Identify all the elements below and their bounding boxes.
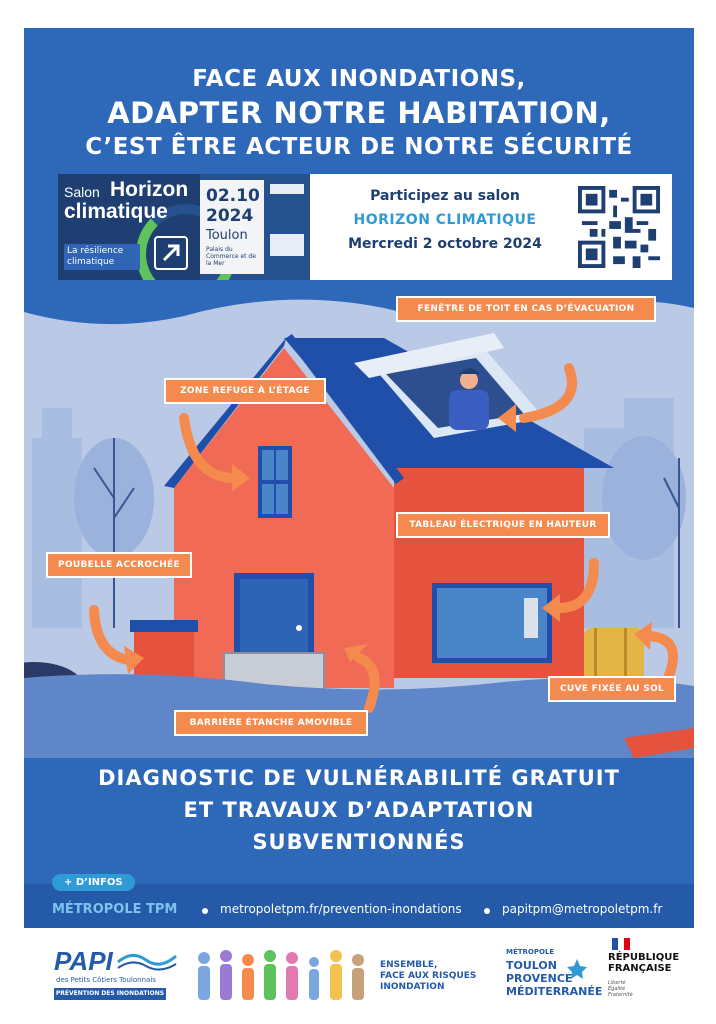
salon-date-year: 2024	[206, 206, 254, 226]
salon-tagline: La résilience climatique	[64, 244, 140, 270]
bullet-icon	[484, 908, 490, 914]
invite-line-2: HORIZON CLIMATIQUE	[353, 212, 537, 228]
marianne-flag-icon	[612, 938, 630, 950]
diagnostic-line-2: ET TRAVAUX D’ADAPTATION	[183, 798, 535, 822]
invite-line-1: Participez au salon	[370, 188, 520, 204]
more-info-badge: + D’INFOS	[52, 874, 135, 891]
website-link[interactable]: metropoletpm.fr/prevention-inondations	[220, 902, 462, 916]
label-electrical-panel: TABLEAU ÉLECTRIQUE EN HAUTEUR	[396, 512, 610, 538]
star-icon	[566, 958, 588, 980]
ensemble-slogan: ENSEMBLE, FACE AUX RISQUES INONDATION	[380, 960, 477, 992]
republique-francaise-logo: RÉPUBLIQUE FRANÇAISE	[608, 952, 680, 974]
title-line-3: C’EST ÊTRE ACTEUR DE NOTRE SÉCURITÉ	[85, 134, 633, 160]
poster	[24, 28, 694, 928]
diagnostic-line-1: DIAGNOSTIC DE VULNÉRABILITÉ GRATUIT	[98, 766, 620, 790]
info-bar	[24, 877, 694, 928]
people-silhouettes-icon	[190, 942, 376, 1008]
salon-visual	[58, 174, 310, 280]
wave-icon	[116, 948, 178, 974]
horizon-word: Horizon	[110, 178, 189, 201]
papi-tagline: PRÉVENTION DES INONDATIONS	[54, 988, 166, 1000]
label-roof-window: FENÊTRE DE TOIT EN CAS D’ÉVACUATION	[396, 296, 656, 322]
salon-date-day: 02.10	[206, 186, 260, 206]
republique-motto: Liberté Égalité Fraternité	[608, 980, 633, 998]
climatique-word: climatique	[64, 200, 168, 223]
papi-logo: PAPI	[54, 946, 113, 976]
diagnostic-line-3: SUBVENTIONNÉS	[252, 830, 466, 854]
papi-subtitle: des Petits Côtiers Toulonnais	[56, 976, 156, 984]
footer-logos	[0, 930, 716, 1024]
email-link[interactable]: papitpm@metropoletpm.fr	[502, 902, 663, 916]
tpm-logo	[270, 184, 304, 194]
salon-date-card	[200, 180, 264, 274]
salon-venue: Palais du Commerce et de la Mer	[206, 246, 256, 267]
title-line-1: FACE AUX INONDATIONS,	[192, 66, 526, 92]
salon-banner[interactable]	[58, 174, 672, 280]
qr-code-icon[interactable]	[578, 186, 660, 268]
label-tank: CUVE FIXÉE AU SOL	[548, 676, 676, 702]
metropole-tpm-label: MÉTROPOLE TPM	[52, 902, 178, 917]
arrow-up-right-icon	[154, 236, 188, 270]
label-bin: POUBELLE ACCROCHÉE	[46, 552, 192, 578]
metropole-logo: MÉTROPOLE TOULON PROVENCE MÉDITERRANÉE	[506, 948, 603, 998]
partner-logo	[270, 234, 304, 256]
bullet-icon	[202, 908, 208, 914]
salon-word: Salon	[64, 184, 100, 200]
label-barrier: BARRIÈRE ÉTANCHE AMOVIBLE	[174, 710, 368, 736]
invite-line-3: Mercredi 2 octobre 2024	[348, 236, 542, 252]
title-line-2: ADAPTER NOTRE HABITATION,	[107, 96, 611, 130]
label-refuge-zone: ZONE REFUGE À L’ÉTAGE	[164, 378, 326, 404]
salon-city: Toulon	[206, 228, 248, 243]
